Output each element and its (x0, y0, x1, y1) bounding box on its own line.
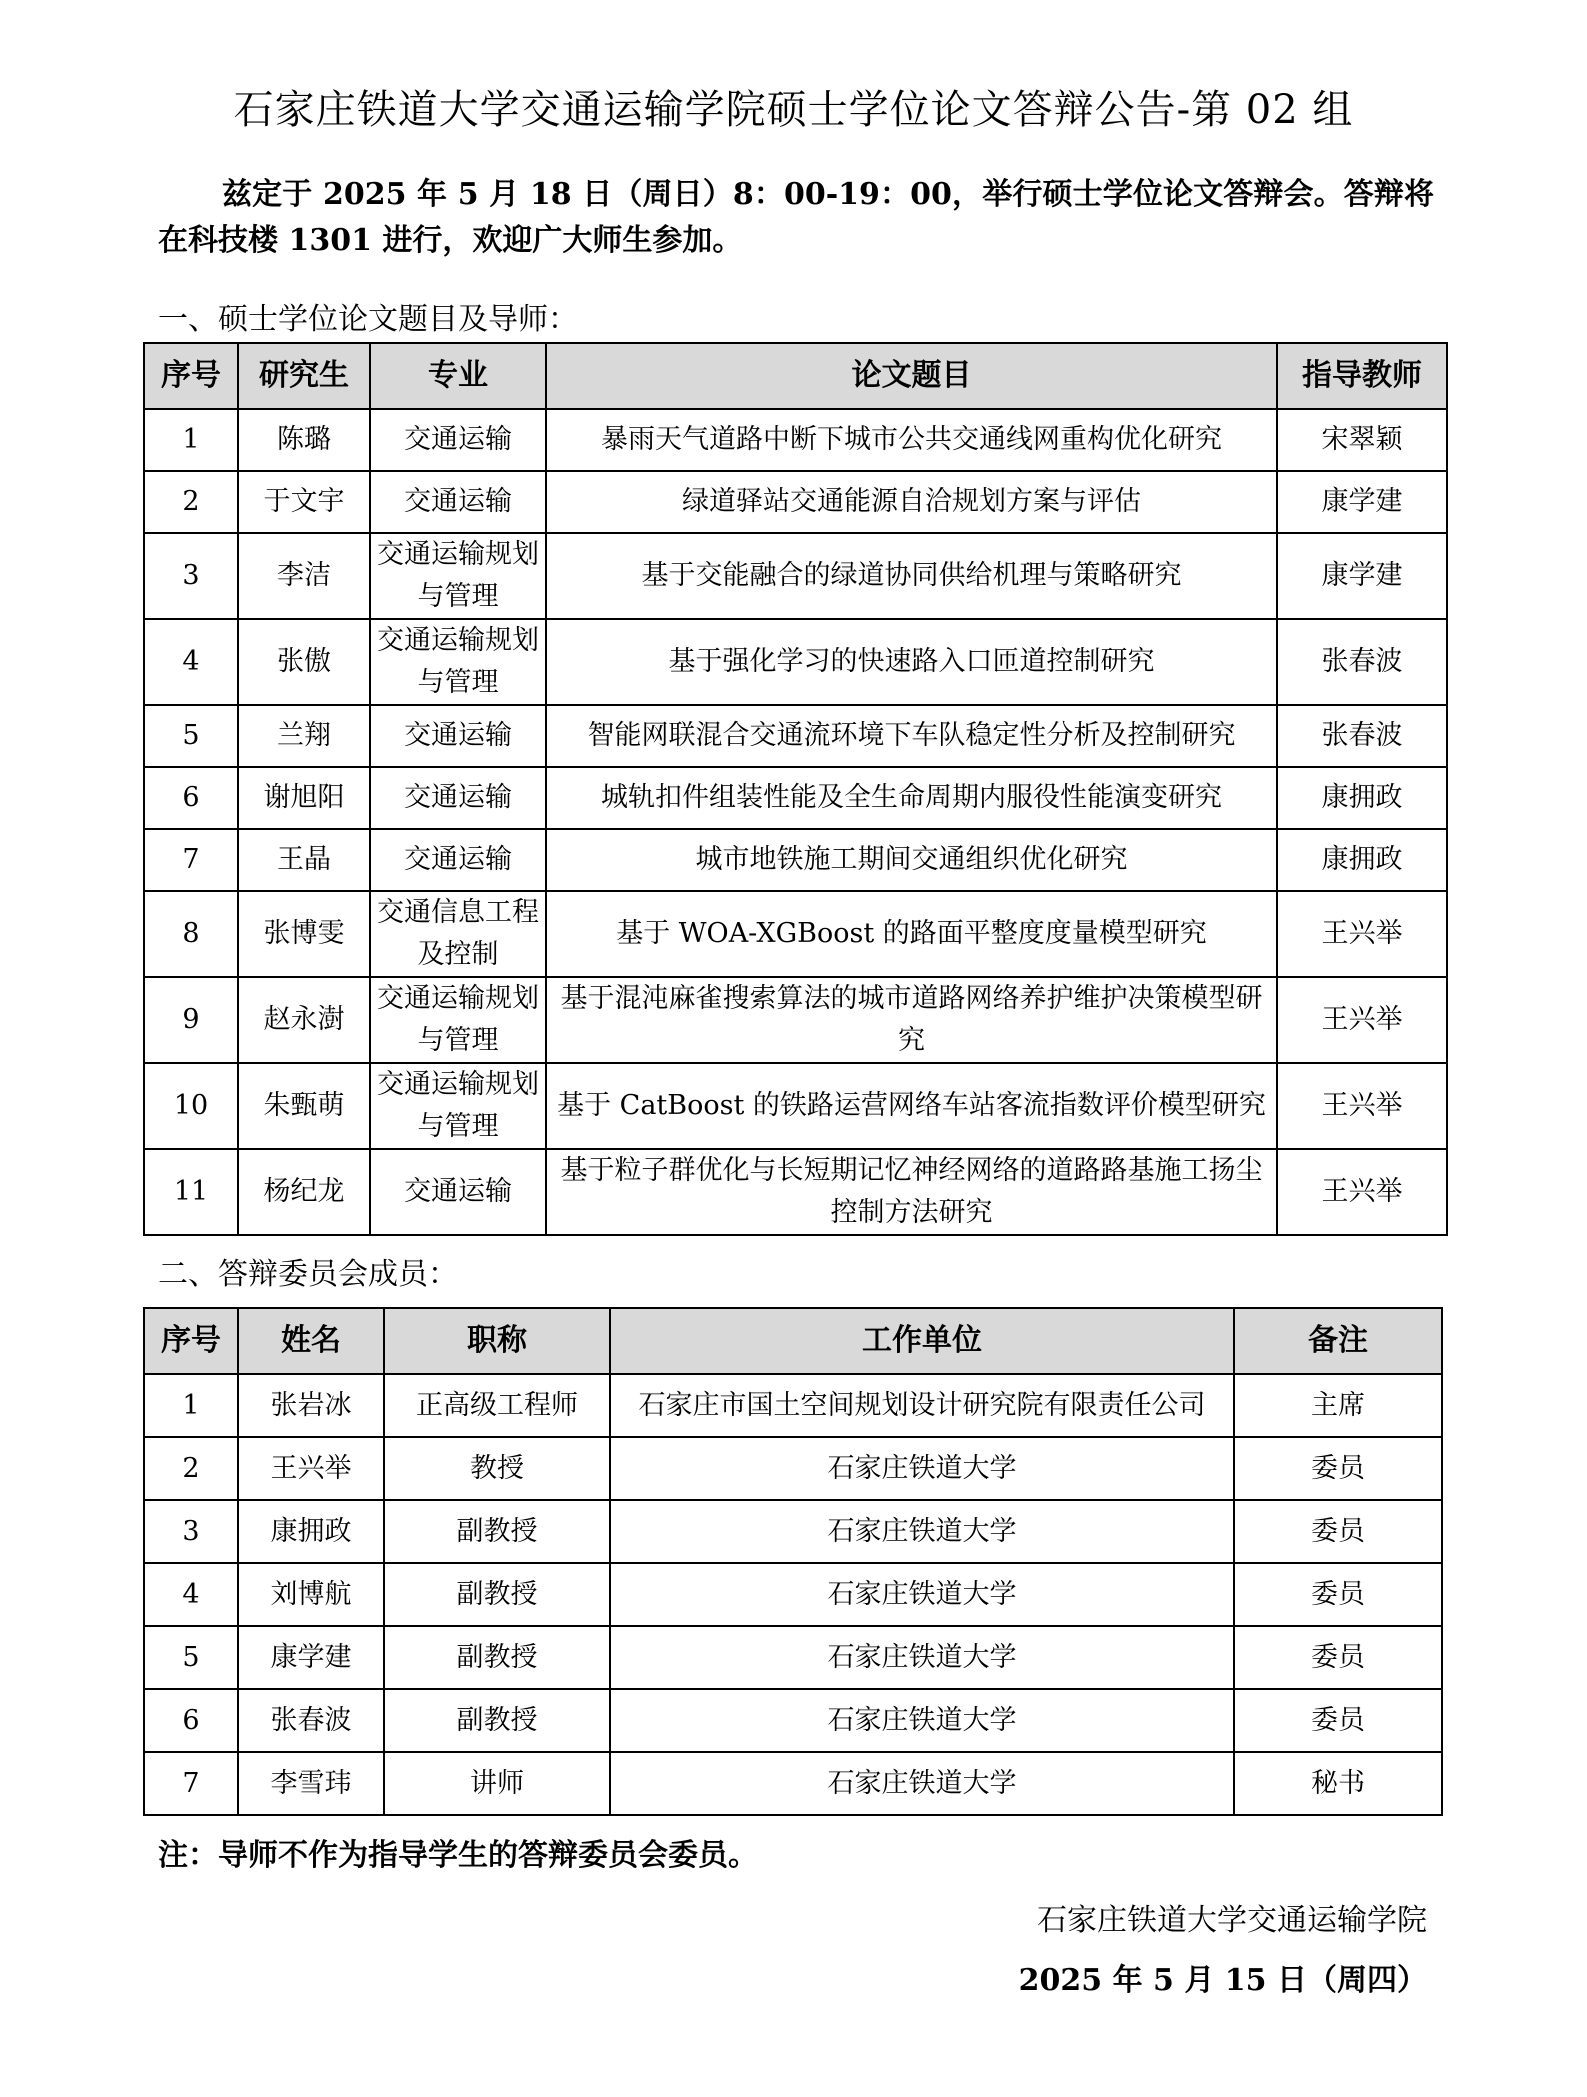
committee-table-header (144, 1308, 1442, 1374)
table-row (144, 471, 1447, 533)
cell-role: 主席 (1234, 1374, 1442, 1437)
section-thesis-title: 一、硕士学位论文题目及导师： (158, 302, 578, 337)
cell-topic: 基于强化学习的快速路入口匝道控制研究 (546, 619, 1277, 705)
table-row (144, 891, 1447, 977)
cell-student: 于文宇 (238, 471, 370, 533)
signature-date: 2025 年 5 月 15 日（周四） (1018, 1963, 1427, 1998)
cell-role: 委员 (1234, 1437, 1442, 1500)
header-advisor: 指导教师 (1277, 343, 1447, 409)
table-row (144, 409, 1447, 471)
table-row (144, 977, 1447, 1063)
cell-title: 讲师 (384, 1752, 610, 1815)
cell-no: 10 (144, 1063, 238, 1149)
cell-org: 石家庄铁道大学 (610, 1752, 1234, 1815)
cell-advisor: 康拥政 (1277, 829, 1447, 891)
cell-name: 王兴举 (238, 1437, 384, 1500)
cell-advisor: 王兴举 (1277, 1063, 1447, 1149)
footnote: 注：导师不作为指导学生的答辩委员会委员。 (158, 1838, 758, 1873)
cell-topic: 基于 CatBoost 的铁路运营网络车站客流指数评价模型研究 (546, 1063, 1277, 1149)
cell-student: 李洁 (238, 533, 370, 619)
cell-advisor: 康学建 (1277, 471, 1447, 533)
header-org: 工作单位 (610, 1308, 1234, 1374)
cell-no: 1 (144, 409, 238, 471)
cell-no: 5 (144, 705, 238, 767)
cell-role: 委员 (1234, 1563, 1442, 1626)
cell-no: 3 (144, 1500, 238, 1563)
cell-no: 6 (144, 767, 238, 829)
cell-name: 刘博航 (238, 1563, 384, 1626)
cell-org: 石家庄铁道大学 (610, 1437, 1234, 1500)
cell-no: 5 (144, 1626, 238, 1689)
table-row (144, 767, 1447, 829)
table-row (144, 1500, 1442, 1563)
table-row (144, 705, 1447, 767)
cell-topic: 基于混沌麻雀搜索算法的城市道路网络养护维护决策模型研究 (546, 977, 1277, 1063)
header-student: 研究生 (238, 343, 370, 409)
cell-topic: 暴雨天气道路中断下城市公共交通线网重构优化研究 (546, 409, 1277, 471)
cell-student: 王晶 (238, 829, 370, 891)
table-row (144, 1063, 1447, 1149)
table-row (144, 1563, 1442, 1626)
cell-name: 张岩冰 (238, 1374, 384, 1437)
cell-name: 康学建 (238, 1626, 384, 1689)
cell-role: 委员 (1234, 1689, 1442, 1752)
cell-major: 交通运输 (370, 1149, 546, 1235)
cell-student: 张博雯 (238, 891, 370, 977)
header-title: 职称 (384, 1308, 610, 1374)
cell-advisor: 张春波 (1277, 705, 1447, 767)
cell-no: 11 (144, 1149, 238, 1235)
cell-title: 副教授 (384, 1689, 610, 1752)
header-name: 姓名 (238, 1308, 384, 1374)
cell-advisor: 康拥政 (1277, 767, 1447, 829)
cell-advisor: 王兴举 (1277, 1149, 1447, 1235)
cell-no: 4 (144, 619, 238, 705)
cell-topic: 绿道驿站交通能源自洽规划方案与评估 (546, 471, 1277, 533)
cell-student: 杨纪龙 (238, 1149, 370, 1235)
cell-no: 2 (144, 471, 238, 533)
cell-no: 4 (144, 1563, 238, 1626)
table-row (144, 1689, 1442, 1752)
cell-no: 7 (144, 829, 238, 891)
section-committee-title: 二、答辩委员会成员： (158, 1257, 458, 1292)
cell-topic: 城市地铁施工期间交通组织优化研究 (546, 829, 1277, 891)
cell-student: 张傲 (238, 619, 370, 705)
cell-no: 7 (144, 1752, 238, 1815)
announcement-intro (158, 172, 1434, 264)
thesis-table (143, 342, 1448, 1236)
cell-title: 教授 (384, 1437, 610, 1500)
cell-student: 谢旭阳 (238, 767, 370, 829)
cell-major: 交通运输规划与管理 (370, 619, 546, 705)
cell-topic: 智能网联混合交通流环境下车队稳定性分析及控制研究 (546, 705, 1277, 767)
cell-org: 石家庄市国土空间规划设计研究院有限责任公司 (610, 1374, 1234, 1437)
cell-org: 石家庄铁道大学 (610, 1563, 1234, 1626)
cell-role: 秘书 (1234, 1752, 1442, 1815)
cell-major: 交通运输规划与管理 (370, 977, 546, 1063)
header-major: 专业 (370, 343, 546, 409)
cell-topic: 基于粒子群优化与长短期记忆神经网络的道路路基施工扬尘控制方法研究 (546, 1149, 1277, 1235)
cell-topic: 基于交能融合的绿道协同供给机理与策略研究 (546, 533, 1277, 619)
table-row (144, 533, 1447, 619)
table-row (144, 1752, 1442, 1815)
cell-title: 副教授 (384, 1626, 610, 1689)
cell-no: 3 (144, 533, 238, 619)
cell-major: 交通运输 (370, 409, 546, 471)
cell-no: 2 (144, 1437, 238, 1500)
cell-advisor: 宋翠颖 (1277, 409, 1447, 471)
cell-role: 委员 (1234, 1626, 1442, 1689)
cell-no: 9 (144, 977, 238, 1063)
cell-topic: 基于 WOA-XGBoost 的路面平整度度量模型研究 (546, 891, 1277, 977)
cell-student: 朱甄萌 (238, 1063, 370, 1149)
cell-student: 赵永澍 (238, 977, 370, 1063)
table-row (144, 829, 1447, 891)
cell-role: 委员 (1234, 1500, 1442, 1563)
cell-org: 石家庄铁道大学 (610, 1626, 1234, 1689)
cell-major: 交通信息工程及控制 (370, 891, 546, 977)
cell-advisor: 张春波 (1277, 619, 1447, 705)
table-row (144, 1437, 1442, 1500)
cell-advisor: 王兴举 (1277, 891, 1447, 977)
cell-student: 兰翔 (238, 705, 370, 767)
cell-no: 6 (144, 1689, 238, 1752)
header-no: 序号 (144, 1308, 238, 1374)
cell-major: 交通运输 (370, 829, 546, 891)
cell-name: 李雪玮 (238, 1752, 384, 1815)
table-row (144, 1626, 1442, 1689)
cell-student: 陈璐 (238, 409, 370, 471)
cell-name: 张春波 (238, 1689, 384, 1752)
cell-topic: 城轨扣件组装性能及全生命周期内服役性能演变研究 (546, 767, 1277, 829)
thesis-table-header (144, 343, 1447, 409)
cell-title: 正高级工程师 (384, 1374, 610, 1437)
committee-table (143, 1307, 1443, 1816)
header-topic: 论文题目 (546, 343, 1277, 409)
page-title: 石家庄铁道大学交通运输学院硕士学位论文答辩公告-第 02 组 (233, 87, 1354, 133)
intro-text: 兹定于 2025 年 5 月 18 日（周日）8：00-19：00，举行硕士学位论文答辩会。答辩将在科技楼 1301 进行，欢迎广大师生参加。 (158, 177, 1434, 258)
cell-title: 副教授 (384, 1500, 610, 1563)
cell-advisor: 王兴举 (1277, 977, 1447, 1063)
cell-major: 交通运输规划与管理 (370, 1063, 546, 1149)
cell-no: 8 (144, 891, 238, 977)
cell-name: 康拥政 (238, 1500, 384, 1563)
cell-major: 交通运输 (370, 471, 546, 533)
cell-advisor: 康学建 (1277, 533, 1447, 619)
cell-no: 1 (144, 1374, 238, 1437)
table-row (144, 1374, 1442, 1437)
header-role: 备注 (1234, 1308, 1442, 1374)
signature-organization: 石家庄铁道大学交通运输学院 (1037, 1903, 1427, 1938)
cell-major: 交通运输 (370, 767, 546, 829)
table-row (144, 1149, 1447, 1235)
cell-org: 石家庄铁道大学 (610, 1500, 1234, 1563)
cell-major: 交通运输 (370, 705, 546, 767)
header-no: 序号 (144, 343, 238, 409)
cell-org: 石家庄铁道大学 (610, 1689, 1234, 1752)
cell-title: 副教授 (384, 1563, 610, 1626)
table-row (144, 619, 1447, 705)
cell-major: 交通运输规划与管理 (370, 533, 546, 619)
